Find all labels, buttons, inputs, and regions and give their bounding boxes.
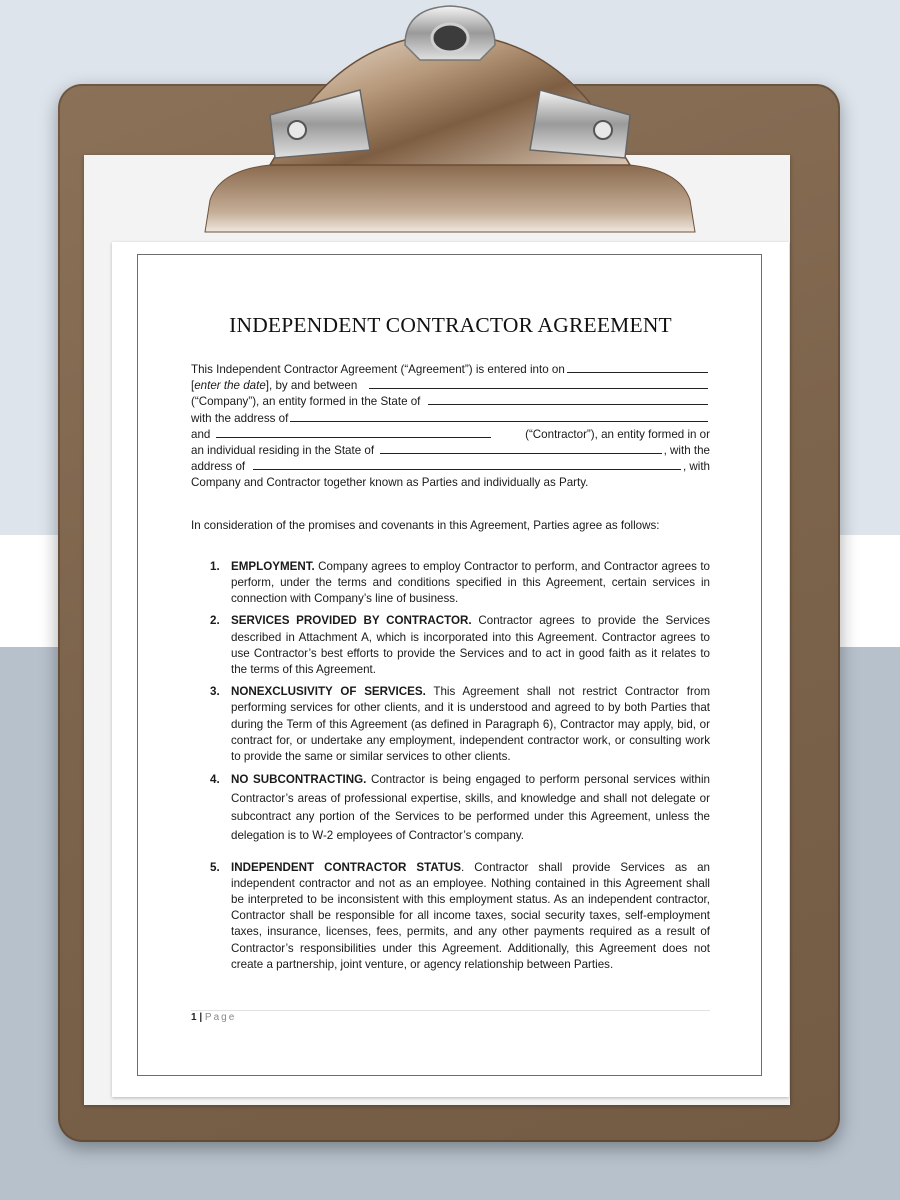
clause-number: 1. [210, 559, 220, 573]
clause-heading: EMPLOYMENT. [231, 559, 315, 573]
footer-separator: | [196, 1012, 205, 1023]
clauses-list [191, 559, 710, 973]
intro-text: This Independent Contractor Agreement (“Agreement”) is entered into on [191, 363, 565, 376]
company-address-blank [290, 411, 708, 422]
intro-paragraph [191, 362, 710, 492]
intro-line [191, 427, 710, 443]
clause-text: . Contractor shall provide Services as an independent contractor and not as an employee. Nothing contained in this Agreement shall be interpreted to be inconsistent with this employment status. As an independent contractor, Contractor shall be responsible for all income taxes, social security taxes, self-employment taxes, insurance, licenses, fees, permits, and any other payments required as a result of Contractor’s responsibilities under this Agreement. Additionally, this Agreement does not create a partnership, joint venture, or agency relationship between Parties. [231, 860, 710, 971]
clause-heading: NO SUBCONTRACTING. [231, 773, 367, 787]
intro-line [191, 378, 710, 394]
intro-text: an individual residing in the State of [191, 443, 375, 457]
clause-employment [191, 559, 710, 608]
contractor-name-blank [216, 427, 491, 438]
clause-heading: INDEPENDENT CONTRACTOR STATUS [231, 860, 462, 874]
clause-heading: SERVICES PROVIDED BY CONTRACTOR. [231, 614, 472, 628]
intro-text: and [191, 427, 211, 441]
clause-text: Company agrees to employ Contractor to perform, and Contractor agrees to perform, under the terms and conditions specified in this Agreement, certain services in connection with Company’s line of business. [231, 559, 710, 606]
intro-text: (“Contractor”), an entity formed in or [525, 427, 710, 441]
page-number: 1 [191, 1012, 197, 1023]
clause-number: 3. [210, 685, 220, 699]
clause-text: Contractor is being engaged to perform personal services within Contractor’s areas of professional expertise, skills, and knowledge and shall not delegate or subcontract any portion of the Services to be performed under this Agreement, unless the delegation is to W-2 employees of Contractor’s company. [231, 773, 710, 842]
clause-no-subcontracting [191, 771, 710, 845]
clause-services [191, 613, 710, 678]
clause-nonexclusivity [191, 684, 710, 765]
company-name-blank [369, 378, 708, 389]
intro-text: , with the [663, 443, 710, 457]
contractor-state-blank [380, 443, 662, 454]
intro-text: with the address of [191, 411, 289, 425]
intro-line [191, 362, 710, 378]
intro-line [191, 443, 710, 459]
intro-line [191, 394, 710, 410]
agreement-document [191, 312, 710, 979]
footer-divider [191, 1010, 710, 1011]
clause-number: 2. [210, 614, 220, 628]
intro-text: address of [191, 460, 246, 474]
company-state-blank [428, 394, 708, 405]
clause-heading: NONEXCLUSIVITY OF SERVICES. [231, 685, 426, 699]
intro-line [191, 411, 710, 427]
intro-text: [enter the date], by and between [191, 379, 358, 393]
clause-text: This Agreement shall not restrict Contractor from performing services for other clients, and it is understood and agreed to by both Parties that during the Term of this Agreement (as defined in Paragraph 6), Contractor may apply, bid, or contract for, or undertake any employment, independent contractor work, or consulting work to provide the same or similar services to other clients. [231, 685, 710, 763]
document-title: INDEPENDENT CONTRACTOR AGREEMENT [229, 313, 672, 337]
page-footer [191, 1012, 236, 1023]
consideration-paragraph: In consideration of the promises and covenants in this Agreement, Parties agree as follows: [191, 518, 660, 532]
clause-number: 4. [210, 773, 220, 787]
intro-line [191, 475, 710, 491]
clause-number: 5. [210, 860, 220, 874]
contractor-address-blank [253, 459, 681, 470]
clause-independent-status [191, 860, 710, 973]
intro-line [191, 459, 710, 475]
page-label: Page [204, 1012, 237, 1023]
clipboard-clip-icon [190, 0, 710, 240]
intro-text: , with [682, 460, 710, 474]
intro-text: Company and Contractor together known as Parties and individually as Party. [191, 476, 589, 490]
intro-text: (“Company”), an entity formed in the State of [191, 395, 421, 409]
clause-text: Contractor agrees to provide the Services described in Attachment A, which is incorporated into this Agreement. Contractor agrees to use Contractor’s best efforts to provide the Services and to act in good faith as it relates to the terms of this Agreement. [231, 614, 711, 676]
date-blank [567, 362, 708, 373]
